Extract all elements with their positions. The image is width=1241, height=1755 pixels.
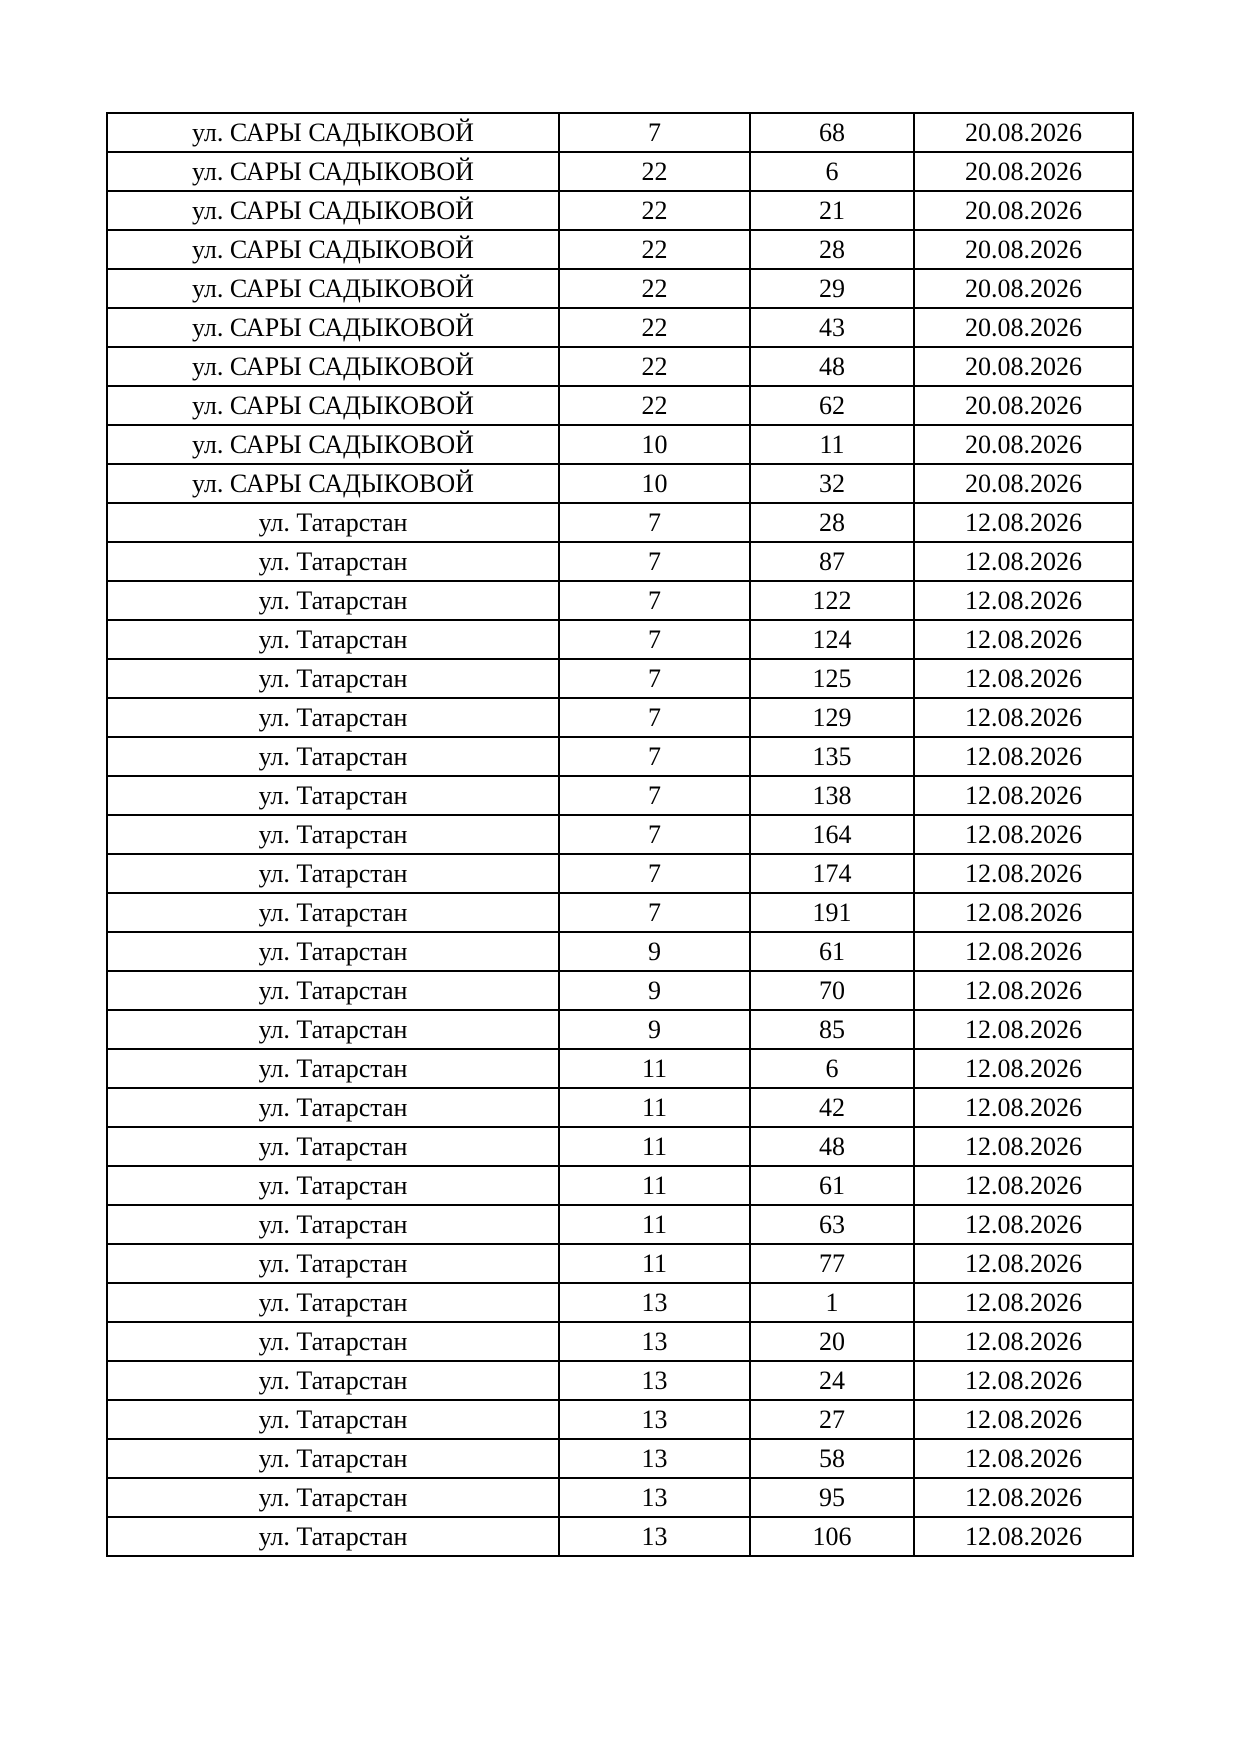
date-cell: 12.08.2026 <box>914 1244 1133 1283</box>
table-row <box>107 1049 1133 1088</box>
table-row <box>107 1400 1133 1439</box>
street-cell: ул. Татарстан <box>107 932 559 971</box>
apartment-cell: 122 <box>750 581 914 620</box>
house-number-cell: 22 <box>559 347 750 386</box>
apartment-cell: 138 <box>750 776 914 815</box>
date-cell: 20.08.2026 <box>914 230 1133 269</box>
street-cell: ул. Татарстан <box>107 1127 559 1166</box>
date-cell: 12.08.2026 <box>914 581 1133 620</box>
table-row <box>107 542 1133 581</box>
table-row <box>107 659 1133 698</box>
date-cell: 20.08.2026 <box>914 308 1133 347</box>
house-number-cell: 11 <box>559 1205 750 1244</box>
apartment-cell: 1 <box>750 1283 914 1322</box>
street-cell: ул. Татарстан <box>107 737 559 776</box>
apartment-cell: 42 <box>750 1088 914 1127</box>
table-row <box>107 854 1133 893</box>
apartment-cell: 125 <box>750 659 914 698</box>
table-row <box>107 1244 1133 1283</box>
apartment-cell: 11 <box>750 425 914 464</box>
date-cell: 12.08.2026 <box>914 1088 1133 1127</box>
date-cell: 12.08.2026 <box>914 1049 1133 1088</box>
date-cell: 12.08.2026 <box>914 815 1133 854</box>
date-cell: 12.08.2026 <box>914 503 1133 542</box>
table-row <box>107 113 1133 152</box>
street-cell: ул. Татарстан <box>107 971 559 1010</box>
table-row <box>107 464 1133 503</box>
house-number-cell: 9 <box>559 1010 750 1049</box>
date-cell: 12.08.2026 <box>914 542 1133 581</box>
house-number-cell: 7 <box>559 581 750 620</box>
table-row <box>107 1088 1133 1127</box>
house-number-cell: 7 <box>559 815 750 854</box>
apartment-cell: 61 <box>750 932 914 971</box>
street-cell: ул. Татарстан <box>107 1049 559 1088</box>
street-cell: ул. САРЫ САДЫКОВОЙ <box>107 347 559 386</box>
date-cell: 20.08.2026 <box>914 347 1133 386</box>
apartment-cell: 20 <box>750 1322 914 1361</box>
table-row <box>107 932 1133 971</box>
apartment-cell: 135 <box>750 737 914 776</box>
table-row <box>107 893 1133 932</box>
table-row <box>107 815 1133 854</box>
date-cell: 12.08.2026 <box>914 1361 1133 1400</box>
date-cell: 20.08.2026 <box>914 425 1133 464</box>
table-row <box>107 308 1133 347</box>
apartment-cell: 124 <box>750 620 914 659</box>
street-cell: ул. Татарстан <box>107 1517 559 1556</box>
apartment-cell: 68 <box>750 113 914 152</box>
table-row <box>107 386 1133 425</box>
table-row <box>107 269 1133 308</box>
house-number-cell: 11 <box>559 1088 750 1127</box>
house-number-cell: 13 <box>559 1439 750 1478</box>
date-cell: 12.08.2026 <box>914 1127 1133 1166</box>
house-number-cell: 7 <box>559 659 750 698</box>
date-cell: 20.08.2026 <box>914 464 1133 503</box>
apartment-cell: 61 <box>750 1166 914 1205</box>
date-cell: 12.08.2026 <box>914 620 1133 659</box>
date-cell: 12.08.2026 <box>914 1517 1133 1556</box>
apartment-cell: 6 <box>750 1049 914 1088</box>
date-cell: 12.08.2026 <box>914 854 1133 893</box>
street-cell: ул. Татарстан <box>107 893 559 932</box>
table-row <box>107 581 1133 620</box>
street-cell: ул. Татарстан <box>107 1244 559 1283</box>
date-cell: 12.08.2026 <box>914 1439 1133 1478</box>
house-number-cell: 10 <box>559 425 750 464</box>
date-cell: 12.08.2026 <box>914 1166 1133 1205</box>
street-cell: ул. Татарстан <box>107 1361 559 1400</box>
street-cell: ул. Татарстан <box>107 581 559 620</box>
apartment-cell: 63 <box>750 1205 914 1244</box>
house-number-cell: 9 <box>559 971 750 1010</box>
apartment-cell: 28 <box>750 230 914 269</box>
table-row <box>107 191 1133 230</box>
apartment-cell: 21 <box>750 191 914 230</box>
house-number-cell: 11 <box>559 1166 750 1205</box>
table-row <box>107 1010 1133 1049</box>
apartment-cell: 129 <box>750 698 914 737</box>
date-cell: 20.08.2026 <box>914 191 1133 230</box>
street-cell: ул. Татарстан <box>107 854 559 893</box>
table-row <box>107 776 1133 815</box>
apartment-cell: 77 <box>750 1244 914 1283</box>
date-cell: 12.08.2026 <box>914 659 1133 698</box>
table-row <box>107 698 1133 737</box>
street-cell: ул. Татарстан <box>107 1010 559 1049</box>
table-row <box>107 1205 1133 1244</box>
house-number-cell: 22 <box>559 308 750 347</box>
date-cell: 12.08.2026 <box>914 1283 1133 1322</box>
apartment-cell: 191 <box>750 893 914 932</box>
date-cell: 12.08.2026 <box>914 1010 1133 1049</box>
apartment-cell: 6 <box>750 152 914 191</box>
house-number-cell: 13 <box>559 1361 750 1400</box>
date-cell: 20.08.2026 <box>914 113 1133 152</box>
apartment-cell: 174 <box>750 854 914 893</box>
apartment-cell: 70 <box>750 971 914 1010</box>
date-cell: 12.08.2026 <box>914 1400 1133 1439</box>
table-row <box>107 620 1133 659</box>
street-cell: ул. САРЫ САДЫКОВОЙ <box>107 425 559 464</box>
street-cell: ул. Татарстан <box>107 503 559 542</box>
table-row <box>107 1322 1133 1361</box>
house-number-cell: 13 <box>559 1283 750 1322</box>
table-row <box>107 1361 1133 1400</box>
table-row <box>107 503 1133 542</box>
date-cell: 12.08.2026 <box>914 932 1133 971</box>
address-table-body <box>107 113 1133 1556</box>
apartment-cell: 48 <box>750 1127 914 1166</box>
street-cell: ул. САРЫ САДЫКОВОЙ <box>107 269 559 308</box>
street-cell: ул. САРЫ САДЫКОВОЙ <box>107 386 559 425</box>
street-cell: ул. САРЫ САДЫКОВОЙ <box>107 308 559 347</box>
apartment-cell: 106 <box>750 1517 914 1556</box>
street-cell: ул. САРЫ САДЫКОВОЙ <box>107 152 559 191</box>
apartment-cell: 43 <box>750 308 914 347</box>
table-row <box>107 1439 1133 1478</box>
house-number-cell: 22 <box>559 191 750 230</box>
house-number-cell: 10 <box>559 464 750 503</box>
date-cell: 12.08.2026 <box>914 776 1133 815</box>
date-cell: 12.08.2026 <box>914 737 1133 776</box>
house-number-cell: 9 <box>559 932 750 971</box>
house-number-cell: 13 <box>559 1478 750 1517</box>
date-cell: 12.08.2026 <box>914 1478 1133 1517</box>
apartment-cell: 85 <box>750 1010 914 1049</box>
table-row <box>107 1127 1133 1166</box>
table-row <box>107 347 1133 386</box>
house-number-cell: 7 <box>559 854 750 893</box>
street-cell: ул. САРЫ САДЫКОВОЙ <box>107 464 559 503</box>
date-cell: 12.08.2026 <box>914 1322 1133 1361</box>
house-number-cell: 7 <box>559 698 750 737</box>
apartment-cell: 28 <box>750 503 914 542</box>
house-number-cell: 7 <box>559 113 750 152</box>
table-row <box>107 1166 1133 1205</box>
date-cell: 12.08.2026 <box>914 971 1133 1010</box>
house-number-cell: 22 <box>559 269 750 308</box>
house-number-cell: 7 <box>559 620 750 659</box>
house-number-cell: 13 <box>559 1517 750 1556</box>
table-row <box>107 1517 1133 1556</box>
street-cell: ул. САРЫ САДЫКОВОЙ <box>107 230 559 269</box>
house-number-cell: 22 <box>559 230 750 269</box>
table-row <box>107 425 1133 464</box>
date-cell: 12.08.2026 <box>914 698 1133 737</box>
house-number-cell: 7 <box>559 737 750 776</box>
street-cell: ул. Татарстан <box>107 542 559 581</box>
street-cell: ул. Татарстан <box>107 698 559 737</box>
street-cell: ул. Татарстан <box>107 659 559 698</box>
street-cell: ул. Татарстан <box>107 1088 559 1127</box>
date-cell: 20.08.2026 <box>914 386 1133 425</box>
street-cell: ул. Татарстан <box>107 1283 559 1322</box>
house-number-cell: 13 <box>559 1400 750 1439</box>
date-cell: 12.08.2026 <box>914 893 1133 932</box>
house-number-cell: 11 <box>559 1049 750 1088</box>
date-cell: 20.08.2026 <box>914 269 1133 308</box>
street-cell: ул. Татарстан <box>107 1166 559 1205</box>
apartment-cell: 27 <box>750 1400 914 1439</box>
house-number-cell: 13 <box>559 1322 750 1361</box>
apartment-cell: 24 <box>750 1361 914 1400</box>
table-row <box>107 230 1133 269</box>
house-number-cell: 22 <box>559 386 750 425</box>
table-row <box>107 1283 1133 1322</box>
street-cell: ул. САРЫ САДЫКОВОЙ <box>107 113 559 152</box>
apartment-cell: 95 <box>750 1478 914 1517</box>
street-cell: ул. Татарстан <box>107 1322 559 1361</box>
street-cell: ул. Татарстан <box>107 1478 559 1517</box>
apartment-cell: 32 <box>750 464 914 503</box>
apartment-cell: 62 <box>750 386 914 425</box>
house-number-cell: 7 <box>559 542 750 581</box>
street-cell: ул. Татарстан <box>107 1205 559 1244</box>
apartment-cell: 58 <box>750 1439 914 1478</box>
apartment-cell: 87 <box>750 542 914 581</box>
table-row <box>107 971 1133 1010</box>
street-cell: ул. САРЫ САДЫКОВОЙ <box>107 191 559 230</box>
apartment-cell: 29 <box>750 269 914 308</box>
apartment-cell: 48 <box>750 347 914 386</box>
address-table <box>106 112 1134 1557</box>
house-number-cell: 11 <box>559 1244 750 1283</box>
street-cell: ул. Татарстан <box>107 1400 559 1439</box>
table-row <box>107 1478 1133 1517</box>
house-number-cell: 22 <box>559 152 750 191</box>
house-number-cell: 7 <box>559 776 750 815</box>
apartment-cell: 164 <box>750 815 914 854</box>
date-cell: 12.08.2026 <box>914 1205 1133 1244</box>
table-row <box>107 152 1133 191</box>
table-row <box>107 737 1133 776</box>
house-number-cell: 7 <box>559 503 750 542</box>
house-number-cell: 7 <box>559 893 750 932</box>
street-cell: ул. Татарстан <box>107 1439 559 1478</box>
street-cell: ул. Татарстан <box>107 620 559 659</box>
street-cell: ул. Татарстан <box>107 815 559 854</box>
street-cell: ул. Татарстан <box>107 776 559 815</box>
house-number-cell: 11 <box>559 1127 750 1166</box>
date-cell: 20.08.2026 <box>914 152 1133 191</box>
